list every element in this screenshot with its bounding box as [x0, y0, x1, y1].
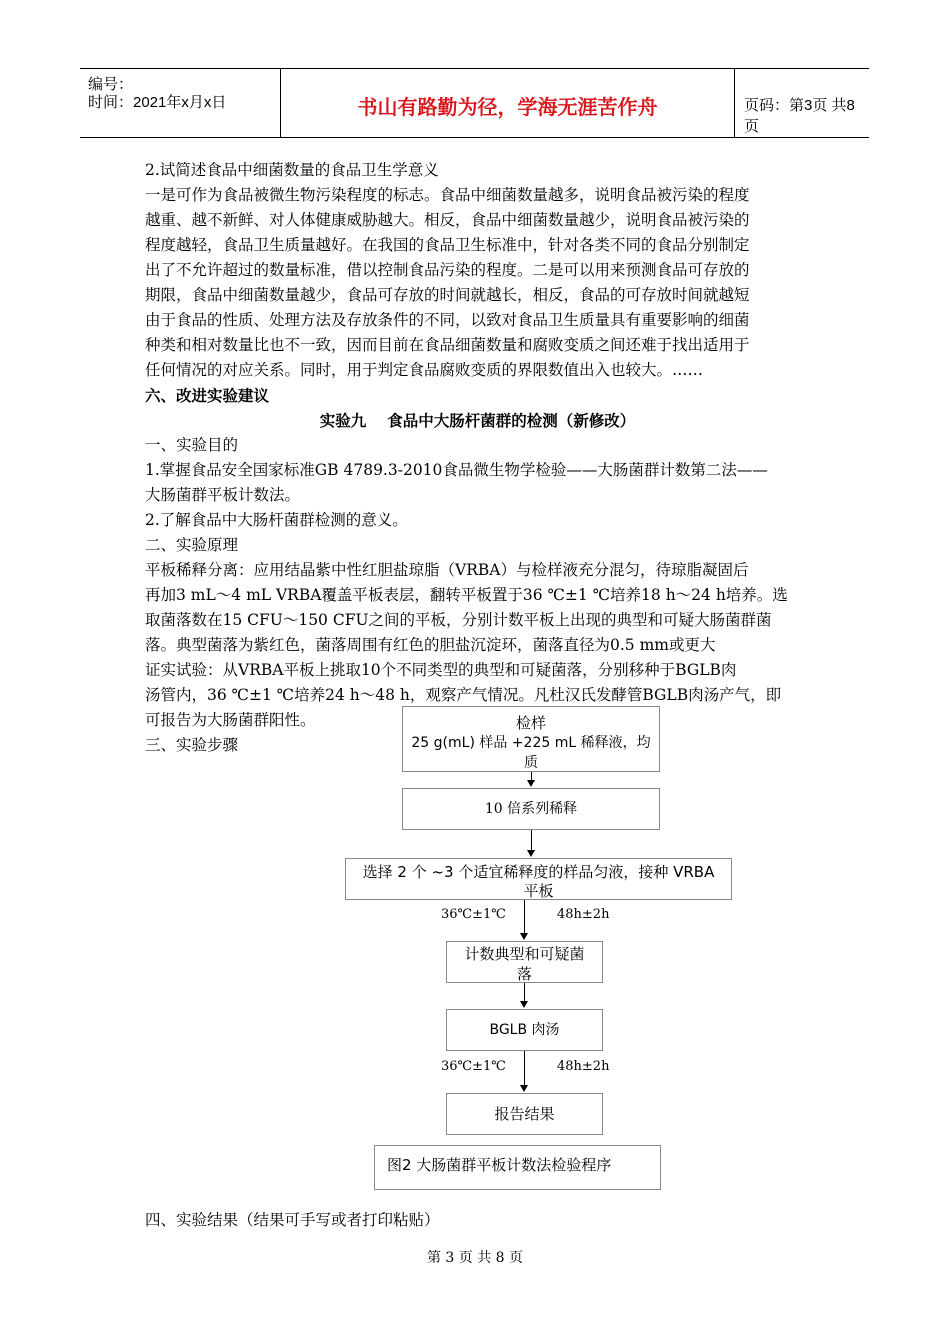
section-2-heading: 二、实验原理	[145, 536, 239, 554]
flowchart-caption	[374, 1145, 661, 1190]
flow-arrow-head	[527, 780, 535, 787]
aim-1-line-a: 1.掌握食品安全国家标准GB 4789.3-2010食品微生物学检验——大肠菌群计数第二法——	[145, 461, 768, 479]
flow-box-plating-text-end: 平板	[523, 882, 554, 900]
page-header	[80, 68, 869, 138]
answer-line: 任何情况的对应关系。同时，用于判定食品腐败变质的界限数值出入也较大。……	[145, 361, 704, 379]
flow-arrow	[524, 900, 525, 933]
principle-line: 再加3 mL～4 mL VRBA覆盖平板表层，翻转平板置于36 ℃±1 ℃培养18 h～24 h培养。选	[145, 586, 788, 604]
flow-box-sample-text: 25 g(mL) 样品 +225 mL 稀释液，均	[411, 735, 651, 751]
page-label: 页码：第3页 共8页	[744, 97, 855, 135]
principle-line: 证实试验：从VRBA平板上挑取10个不同类型的典型和可疑菌落，分别移种于BGLB肉	[145, 661, 737, 679]
flow-arrow-head	[520, 933, 528, 940]
flow-arrow	[524, 983, 525, 1001]
flow-box-report	[446, 1093, 603, 1135]
flow-arrow-head	[527, 850, 535, 857]
flow-box-dilution	[402, 788, 660, 830]
flow-box-dilution-text: 10 倍系列稀释	[484, 801, 578, 817]
flow-box-sample	[402, 706, 660, 772]
page-footer: 第 3 页 共 8 页	[426, 1250, 524, 1266]
flow-box-plating	[345, 858, 732, 900]
flow-arrow	[524, 1051, 525, 1085]
section-3-heading: 三、实验步骤	[145, 736, 239, 754]
flow-arrow	[531, 830, 532, 850]
header-left-cell	[80, 69, 280, 137]
answer-line: 期限，食品中细菌数量越少，食品可存放的时间就越长，相反，食品的可存放时间就越短	[145, 286, 750, 304]
principle-line: 汤管内，36 ℃±1 ℃培养24 h～48 h，观察产气情况。凡杜汉氏发酵管BGLB肉汤产气，即	[145, 686, 782, 704]
aim-1-line-b: 大肠菌群平板计数法。	[145, 486, 301, 504]
date-label: 时间：2021年x月x日	[88, 94, 227, 111]
flow-box-report-text: 报告结果	[494, 1105, 555, 1123]
principle-line: 取菌落数在15 CFU～150 CFU之间的平板，分别计数平板上出现的典型和可疑大肠菌群菌	[145, 611, 772, 629]
principle-line: 平板稀释分离：应用结晶紫中性红胆盐琼脂（VRBA）与检样液充分混匀，待琼脂凝固后	[145, 561, 749, 579]
section-1-heading: 一、实验目的	[145, 436, 239, 454]
answer-line: 一是可作为食品被微生物污染程度的标志。食品中细菌数量越多，说明食品被污染的程度	[145, 186, 750, 204]
section-6-heading: 六、改进实验建议	[145, 386, 270, 405]
flow-box-count-text-end: 落	[516, 965, 532, 983]
answer-line: 越重、越不新鲜、对人体健康威胁越大。相反，食品中细菌数量越少，说明食品被污染的	[145, 211, 750, 229]
incubation-temperature-2: 36℃±1℃	[441, 1059, 506, 1074]
flow-box-count-text: 计数典型和可疑菌	[464, 945, 585, 963]
flow-arrow-head	[520, 1085, 528, 1092]
experiment-title: 实验九 食品中大肠杆菌群的检测（新修改）	[319, 411, 636, 430]
header-motto-cell	[280, 69, 735, 137]
flow-box-bglb	[446, 1009, 603, 1051]
incubation-time-1: 48h±2h	[557, 907, 610, 922]
aim-2: 2.了解食品中大肠杆菌群检测的意义。	[145, 511, 408, 529]
flow-box-sample-title: 检样	[515, 714, 546, 732]
answer-line: 由于食品的性质、处理方法及存放条件的不同，以致对食品卫生质量具有重要影响的细菌	[145, 311, 750, 329]
incubation-time-2: 48h±2h	[557, 1059, 610, 1074]
principle-line: 可报告为大肠菌群阳性。	[145, 711, 316, 729]
flow-arrow-head	[520, 1001, 528, 1008]
flow-box-count	[446, 941, 603, 983]
flow-box-bglb-text: BGLB 肉汤	[489, 1022, 560, 1038]
flowchart-caption-text: 图2 大肠菌群平板计数法检验程序	[387, 1156, 612, 1174]
document-body	[145, 158, 810, 758]
header-page-cell	[734, 69, 869, 137]
question-2-title: 2.试简述食品中细菌数量的食品卫生学意义	[145, 161, 439, 179]
motto: 书山有路勤为径，学海无涯苦作舟	[357, 95, 658, 119]
answer-line: 程度越轻，食品卫生质量越好。在我国的食品卫生标准中，针对各类不同的食品分别制定	[145, 236, 750, 254]
answer-line: 出了不允许超过的数量标准，借以控制食品污染的程度。二是可以用来预测食品可存放的	[145, 261, 750, 279]
incubation-temperature-1: 36℃±1℃	[441, 907, 506, 922]
flow-box-plating-text: 选择 2 个 ~3 个适宜稀释度的样品匀液，接种 VRBA	[362, 863, 715, 881]
answer-line: 种类和相对数量比也不一致，因而目前在食品细菌数量和腐败变质之间还难于找出适用于	[145, 336, 750, 354]
principle-line: 落。典型菌落为紫红色，菌落周围有红色的胆盐沉淀环，菌落直径为0.5 mm或更大	[145, 636, 716, 654]
section-4-heading: 四、实验结果（结果可手写或者打印粘贴）	[145, 1211, 440, 1229]
number-label: 编号：	[88, 76, 134, 93]
flow-arrow	[531, 772, 532, 780]
flow-box-sample-text-end: 质	[524, 755, 538, 771]
